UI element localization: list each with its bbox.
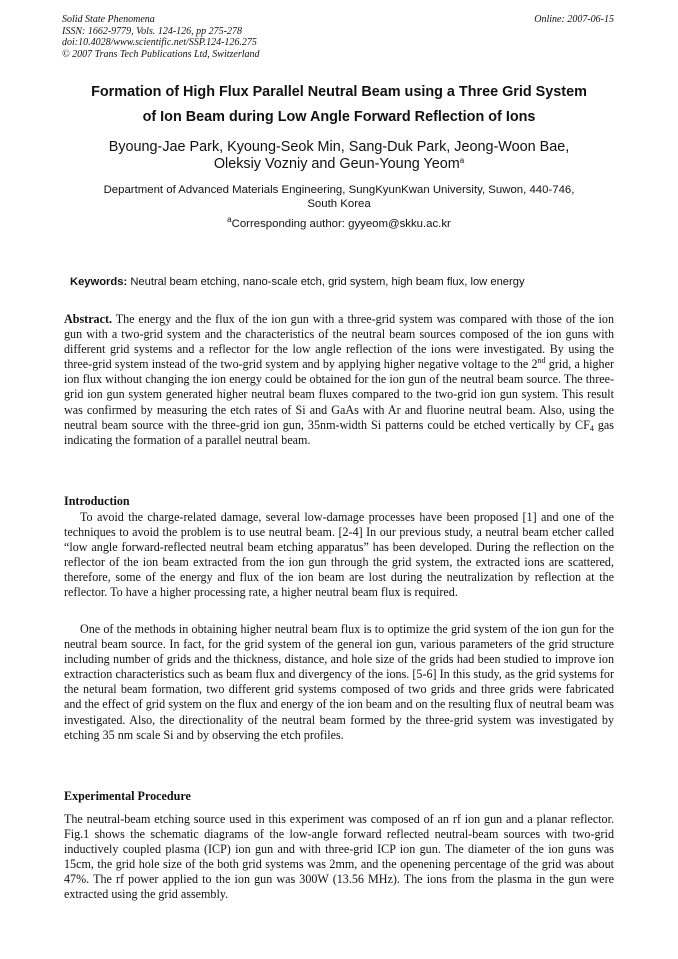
keywords-label: Keywords: bbox=[70, 276, 128, 288]
corresponding-author bbox=[56, 217, 622, 231]
title-line-1: Formation of High Flux Parallel Neutral Beam using a Three Grid System bbox=[91, 84, 587, 100]
online-date: Online: 2007-06-15 bbox=[534, 14, 614, 25]
author-affiliation-mark: a bbox=[459, 156, 465, 165]
abstract-subscript: 4 bbox=[589, 423, 594, 433]
authors-line-2-text: Oleksiy Vozniy and Geun-Young Yeom bbox=[213, 156, 460, 172]
paper-title bbox=[56, 80, 622, 130]
introduction-paragraph-2 bbox=[64, 622, 614, 743]
abstract bbox=[64, 312, 614, 448]
abstract-text-3: gas indicating the formation of a parallel neutral beam. bbox=[64, 417, 614, 447]
experimental-paragraph-1: The neutral-beam etching source used in this experiment was composed of an rf ion gun and a planar reflector. Fig.1 shows the schematic diagrams of the low-angle forward reflected neutral-beam sources with two-grid inductively coupled plasma (ICP) ion gun and with three-grid ICP ion gun. The diameter of the ion guns was 15cm, the grid hole size of the both grid systems was 2mm, and the openening percentage of the grid was about 47%. The rf power applied to the ion gun was 300W (13.56 MHz). The ions from the plasma in the gun were extracted using the grid assembly. bbox=[64, 812, 614, 902]
abstract-text-1: The energy and the flux of the ion gun with a three-grid system was compared with those of the ion gun with a two-grid system and the characteristics of the neutral beam sources composed of the ion guns with different grid systems and a reflector for the low angle reflection of the ions were investigated. By using the three-grid system instead of the two-grid system and by applying higher negative voltage to the 2 bbox=[64, 312, 614, 372]
journal-doi: doi:10.4028/www.scientific.net/SSP.124-126.275 bbox=[62, 37, 257, 48]
journal-name: Solid State Phenomena bbox=[62, 14, 155, 25]
introduction-text-2: One of the methods in obtaining higher neutral beam flux is to optimize the grid system of the ion gun for the neutral beam source. In fact, for the grid system of the general ion gun, various parameters of the grid structure including number of grids and the thickness, distance, and hole size of the grids had been studied to improve ion extraction characteristics such as beam flux and divergency of the ions. [5-6] In this study, as the grid systems for the netural beam formation, two different grid systems composed of two grids and three grids were fabricated and the effect of grid system on the flux and energy of the ion beam and on the resulting flux of neutral beam was investigated. Also, the directionality of the neutral beam formed by the three-grid system was investigated by etching 35 nm scale Si and by observing the etch profiles. bbox=[64, 622, 614, 742]
introduction-paragraph-1 bbox=[64, 510, 614, 601]
author-list bbox=[56, 139, 622, 173]
introduction-text-1: To avoid the charge-related damage, several low-damage processes have been proposed [1] and one of the techniques to avoid the problem is to use neutral beam. [2-4] In our previous study, a neutral beam etcher called “low angle forward-reflected neutral beam etching apparatus” has been developed. During the reflection on the reflector of the ion beam extracted from the ion gun through the grid system, the extracted ions are scattered, therefore, some of the energy and flux of the ion beam are lost during the neutralization by reflection at the reflector. To have a higher processing rate, a higher neutral beam flux is required. bbox=[64, 510, 614, 600]
corresponding-text: Corresponding author: gyyeom@skku.ac.kr bbox=[231, 218, 451, 230]
corresponding-mark: a bbox=[227, 215, 232, 224]
experimental-heading: Experimental Procedure bbox=[64, 789, 191, 803]
abstract-label: Abstract. bbox=[64, 312, 113, 326]
journal-header bbox=[62, 14, 260, 60]
affiliation-line-2: South Korea bbox=[307, 198, 371, 210]
affiliation bbox=[56, 183, 622, 211]
introduction-heading: Introduction bbox=[64, 494, 130, 508]
abstract-superscript: nd bbox=[537, 356, 546, 366]
abstract-text-2: grid, a higher ion flux without changing the ion energy could be obtained for the ion gun of the neutral beam source. The three-grid ion gun system generated higher neutral beam fluxes compared to the two-grid ion gun system. This result was confirmed by measuring the etch rates of Si and GaAs with Ar and fluorine neutral beam. Also, using the neutral beam source with the three-grid ion gun, 35nm-width Si patterns could be etched vertically by CF bbox=[64, 357, 614, 432]
title-line-2: of Ion Beam during Low Angle Forward Reflection of Ions bbox=[142, 109, 536, 125]
keywords-text: Neutral beam etching, nano-scale etch, grid system, high beam flux, low energy bbox=[130, 276, 525, 288]
affiliation-line-1: Department of Advanced Materials Engineering, SungKyunKwan University, Suwon, 440-746, bbox=[103, 184, 575, 196]
journal-issn: ISSN: 1662-9779, Vols. 124-126, pp 275-278 bbox=[62, 25, 242, 37]
keywords bbox=[70, 275, 630, 289]
authors-line-1: Byoung-Jae Park, Kyoung-Seok Min, Sang-Duk Park, Jeong-Woon Bae, bbox=[108, 139, 570, 155]
authors-line-2 bbox=[56, 156, 622, 173]
journal-copyright: © 2007 Trans Tech Publications Ltd, Switzerland bbox=[62, 48, 260, 60]
